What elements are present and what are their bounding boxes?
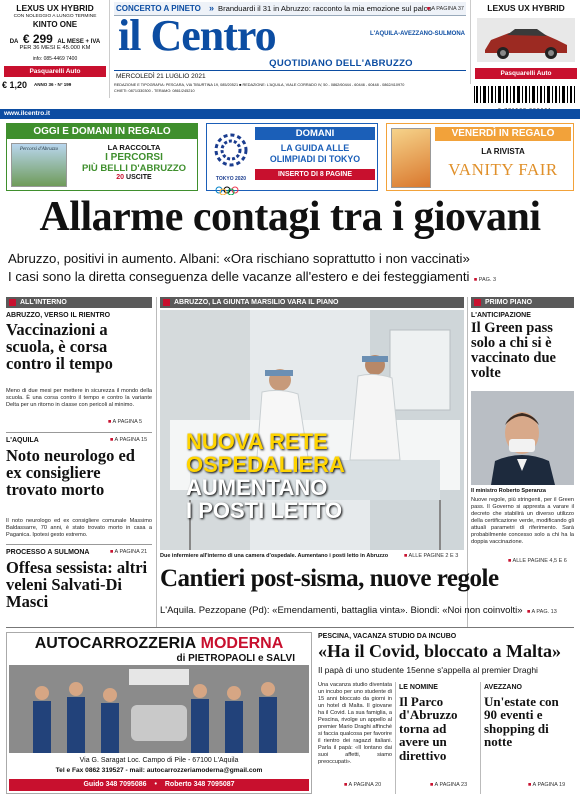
- story1-page: ■ A PAGINA 5: [108, 419, 142, 425]
- ad-phone2: Roberto 348 7095087: [164, 781, 235, 788]
- issue-number: ANNO 36 - N° 199: [34, 82, 72, 87]
- avezzano-page: ■ A PAGINA 19: [528, 782, 565, 788]
- story1-kicker: ABRUZZO, VERSO IL RIENTRO: [6, 312, 111, 319]
- speranza-photo-image: [471, 391, 574, 485]
- malta-deck: Il papà di uno studente 15enne s'appella al premier Draghi: [318, 665, 538, 675]
- promo-tokyo-line1: LA GUIDA ALLE: [280, 143, 350, 153]
- masthead-editorial: REDAZIONE E TIPOGRAFIA: PESCARA, VIA TIBURTINA 19, 085/20521 ■ REDAZIONE: L'AQUILA, VIALE CORRADO IV, 50 - 0862/60444 - 60446 - 60448 - 0862/410970: [114, 83, 405, 87]
- ad-left-info: info: 085-4469 7400: [32, 56, 78, 62]
- story2-body: Il noto neurologo ed ex consigliere comunale Massimo Baldassarre, 70 anni, è stato trovato morto in casa a Paganica. Ipotesi gesto estremo.: [6, 518, 152, 538]
- masthead-promo-text: Branduardi il 31 in Abruzzo: racconto la mia emozione sul palco: [218, 4, 432, 13]
- ad-right[interactable]: [470, 0, 580, 84]
- ad-left-price-prefix: DA: [9, 39, 19, 45]
- right-kicker: L'ANTICIPAZIONE: [471, 312, 531, 319]
- ad-phones: [9, 779, 309, 791]
- ad-left-price-box: [0, 80, 110, 98]
- story2-headline[interactable]: Noto neurologo ed ex consigliere trovato morto: [6, 446, 135, 499]
- ad-left-price-suffix: AL MESE + IVA: [57, 39, 101, 45]
- promo-vanity-top: VENERDÌ IN REGALO: [435, 127, 571, 141]
- promo-vanity-cover: [391, 128, 431, 188]
- overlay-line3: AUMENTANO: [186, 475, 328, 500]
- story3-kicker: PROCESSO A SULMONA: [6, 549, 90, 556]
- story3-page: ■ A PAGINA 21: [110, 549, 147, 555]
- ad-owners: di PIETROPAOLI e SALVI: [176, 653, 295, 664]
- promo-percorsi-count-label: USCITE: [126, 174, 152, 181]
- ad-address: Via G. Saragat Loc. Campo di Pile - 67100 L'Aquila: [79, 757, 239, 764]
- main-deck2: I casi sono la diretta conseguenza delle vacanze all'estero e dei festeggiamenti: [8, 269, 470, 284]
- promo-percorsi-count: 20: [116, 174, 125, 181]
- promo-tokyo[interactable]: [206, 123, 378, 191]
- malta-body: Una vacanza studio diventata un incubo per uno studente di 15 anni bloccato da giorni in un hotel di Malta. Il giovane ha il Covid. La sua famiglia, a Pescina, rivolge un appello al premier Mario Draghi affinché si faccia qualcosa per favorire il rientro dei ragazzi italiani. Parla il papà: «Il lontano dai suoi affetti, siamo preoccupati».: [318, 682, 392, 765]
- promo-tokyo-top: DOMANI: [255, 127, 375, 140]
- ad-phone-sep: •: [154, 781, 157, 788]
- story2-page: ■ A PAGINA 15: [110, 437, 147, 443]
- ad-carrozzeria-title: [7, 635, 311, 653]
- malta-kicker: PESCINA, VACANZA STUDIO DA INCUBO: [318, 633, 457, 640]
- tokyo-logo: [211, 130, 251, 188]
- overlay-title: [186, 430, 456, 522]
- story1-body: Meno di due mesi per mettere in sicurezza il mondo della scuola. È una corsa contro il tempo e contro la variante Delta per un ritorno in classe con pericoli al minimo.: [6, 388, 152, 408]
- promo-tokyo-insert: INSERTO DI 8 PAGINE: [255, 169, 375, 180]
- story1-headline[interactable]: Vaccinazioni a scuola, è corsa contro il tempo: [6, 320, 113, 373]
- story3-headline[interactable]: Offesa sessista: altri veleni Salvati-Di Masci: [6, 558, 148, 611]
- masthead-date: MERCOLEDÌ 21 LUGLIO 2021: [116, 73, 206, 80]
- masthead-promo-page: ■ A PAGINA 37: [427, 6, 464, 12]
- masthead-cities: L'AQUILA-AVEZZANO-SULMONA: [370, 31, 465, 37]
- section-all-interno: ALL'INTERNO: [6, 297, 152, 308]
- overlay-line4: I POSTI LETTO: [186, 498, 343, 523]
- main-page: ■ PAG. 3: [474, 277, 496, 283]
- ad-left[interactable]: [0, 0, 110, 98]
- main-deck1: Abruzzo, positivi in aumento. Albani: «Ora rischiano soprattutto i non vaccinati»: [8, 251, 470, 266]
- main-deck2-row: [8, 268, 574, 286]
- center-headline2[interactable]: Cantieri post-sisma, nuove regole: [160, 565, 499, 592]
- malta-headline[interactable]: «Ha il Covid, bloccato a Malta»: [318, 641, 561, 661]
- barcode-icon: [472, 86, 578, 103]
- center-deck2-row: [160, 600, 575, 618]
- section-giunta: ABRUZZO, LA GIUNTA MARSILIO VARA IL PIANO: [160, 297, 464, 308]
- masthead-promo-tag: CONCERTO A PINETO: [116, 4, 201, 13]
- barcode: [472, 86, 578, 110]
- ad-staff-photo: [9, 665, 309, 753]
- promo-percorsi-cover-title: Percorsi d'Abruzzo: [19, 147, 59, 152]
- right-body: Nuove regole, più stringenti, per il Green pass. Il Governo si appresta a varare il decreto che stabilirà un diverso utilizzo della certificazione verde, modificando gli attuali parametri di riferimento. Sarà probabilmente concesso solo a chi ha la doppia vaccinazione.: [471, 497, 574, 545]
- ad-left-subtitle: CON NOLEGGIO A LUNGO TERMINE: [13, 14, 97, 19]
- speranza-photo: [471, 391, 574, 485]
- photo-page: ■ ALLE PAGINE 2 E 3: [404, 553, 458, 559]
- promo-percorsi[interactable]: [6, 123, 198, 191]
- nomine-kicker: LE NOMINE: [399, 684, 438, 691]
- promo-percorsi-line1: LA RACCOLTA: [107, 143, 161, 152]
- promo-percorsi-cover: [11, 143, 67, 187]
- ad-phone1: Guido 348 7095086: [83, 781, 147, 788]
- ad-staff-image: [9, 665, 309, 753]
- promo-vanity-line1: LA RIVISTA: [481, 147, 525, 156]
- overlay-line2: OSPEDALIERA: [186, 452, 345, 477]
- ad-contact: Tel e Fax 0862 319527 - mail: autocarrozzeriamoderna@gmail.com: [55, 767, 263, 774]
- center-deck2: L'Aquila. Pezzopane (Pd): «Emendamenti, battaglia vinta». Biondi: «Noi non coinvolti»: [160, 605, 523, 616]
- promo-vanity[interactable]: [386, 123, 574, 191]
- promo-percorsi-line2: I PERCORSI: [105, 152, 163, 163]
- cover-price: € 1,20: [2, 80, 28, 90]
- tokyo-logo-text: TOKYO 2020: [215, 176, 247, 182]
- nomine-page: ■ A PAGINA 23: [430, 782, 467, 788]
- main-headline[interactable]: Allarme contagi tra i giovani: [39, 194, 541, 240]
- chevron-right-icon: »: [209, 3, 215, 13]
- hospital-photo[interactable]: [160, 310, 464, 550]
- promo-vanity-line2: VANITY FAIR: [448, 160, 558, 179]
- right-photo-caption: Il ministro Roberto Speranza: [471, 488, 546, 494]
- overlay-line1: NUOVA RETE: [186, 429, 328, 454]
- promo-tokyo-line2: OLIMPIADI DI TOKYO: [269, 154, 361, 164]
- website-bar[interactable]: [0, 109, 580, 119]
- story2-kicker: L'AQUILA: [6, 437, 39, 444]
- ad-left-offer: KINTO ONE: [32, 20, 78, 29]
- tokyo-emblem-icon: [211, 130, 251, 170]
- masthead-phones: CHIETI: 0871/330300 - TERAMO: 0861/245210: [114, 89, 195, 93]
- ad-left-duration: PER 36 MESI E 45.000 KM: [19, 45, 91, 51]
- ad-left-model: LEXUS UX HYBRID: [16, 3, 94, 13]
- right-page: ■ ALLE PAGINE 4,5 E 6: [508, 558, 567, 564]
- photo-caption: Due infermiere all'interno di una camera d'ospedale. Aumentano i posti letto in Abruzzo: [160, 553, 389, 559]
- ad-right-dealer: Pasquarelli Auto: [475, 68, 577, 79]
- malta-page: ■ A PAGINA 20: [344, 782, 381, 788]
- promo-percorsi-line3: PIÙ BELLI D'ABRUZZO: [81, 163, 187, 174]
- nomine-headline[interactable]: Il Parco d'Abruzzo torna ad avere un direttivo: [399, 694, 458, 763]
- ad-name1: AUTOCARROZZERIA: [34, 635, 197, 652]
- center-page2: ■ A PAG. 13: [527, 609, 557, 615]
- ad-carrozzeria[interactable]: [6, 632, 312, 794]
- ad-left-dealer: Pasquarelli Auto: [4, 66, 106, 77]
- car-image: [477, 18, 575, 62]
- avezzano-headline[interactable]: Un'estate con 90 eventi e shopping di notte: [484, 694, 559, 750]
- avezzano-kicker: AVEZZANO: [484, 684, 522, 691]
- ad-right-model: LEXUS UX HYBRID: [487, 3, 565, 13]
- website-link[interactable]: www.ilcentro.it: [4, 110, 50, 117]
- ad-left-price: € 299: [22, 32, 53, 46]
- masthead-title[interactable]: il Centro: [118, 11, 276, 60]
- masthead-subtitle: QUOTIDIANO DELL'ABRUZZO: [269, 58, 413, 69]
- promo-percorsi-top: OGGI E DOMANI IN REGALO: [7, 124, 197, 139]
- right-headline[interactable]: Il Green pass solo a chi si è vaccinato due volte: [471, 320, 556, 381]
- ad-name2: MODERNA: [200, 635, 284, 652]
- section-primo-piano: PRIMO PIANO: [471, 297, 574, 308]
